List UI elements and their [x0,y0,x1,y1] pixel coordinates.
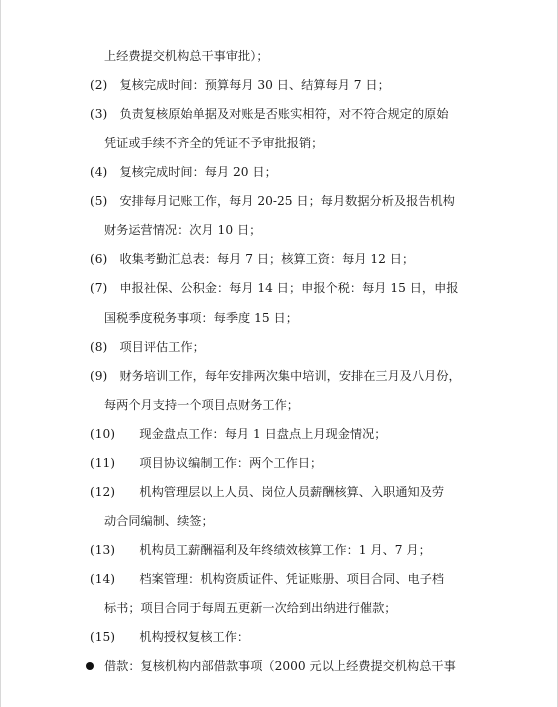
text-line: (13) 机构员工薪酬福利及年终绩效核算工作：1 月、7 月； [90,543,431,557]
text-line: 借款：复核机构内部借款事项（2000 元以上经费提交机构总干事 [104,659,456,673]
text-line: (3) 负责复核原始单据及对账是否账实相符，对不符合规定的原始 [90,107,449,121]
text-line: (7) 申报社保、公积金：每月 14 日；申报个税：每月 15 日，申报 [90,281,459,295]
text-line: 上经费提交机构总干事审批）； [104,49,269,63]
text-line: (9) 财务培训工作，每年安排两次集中培训，安排在三月及八月份， [90,369,461,383]
text-line: 动合同编制、续签； [104,514,214,528]
text-line: 财务运营情况：次月 10 日； [104,223,262,237]
bullet-icon [86,662,94,670]
text-line: (8) 项目评估工作； [90,340,205,354]
text-line: 每两个月支持一个项目点财务工作； [104,398,299,412]
text-line: (10) 现金盘点工作：每月 1 日盘点上月现金情况； [90,427,387,441]
text-line: (11) 项目协议编制工作：两个工作日； [90,456,323,470]
text-line: (6) 收集考勤汇总表：每月 7 日；核算工资：每月 12 日； [90,252,415,266]
text-line: (4) 复核完成时间：每月 20 日； [90,165,277,179]
text-line: (2) 复核完成时间：预算每月 30 日、结算每月 7 日； [90,78,390,92]
text-line: 国税季度税务事项：每季度 15 日； [104,311,298,325]
text-line: (5) 安排每月记账工作，每月 20-25 日；每月数据分析及报告机构 [90,194,455,208]
text-line: 标书；项目合同于每周五更新一次给到出纳进行催款； [104,601,397,615]
text-line: 凭证或手续不齐全的凭证不予审批报销； [104,136,324,150]
text-line: (15) 机构授权复核工作： [90,630,250,644]
text-line: (12) 机构管理层以上人员、岗位人员薪酬核算、入职通知及劳 [90,485,445,499]
text-line: (14) 档案管理：机构资质证件、凭证账册、项目合同、电子档 [90,572,445,586]
